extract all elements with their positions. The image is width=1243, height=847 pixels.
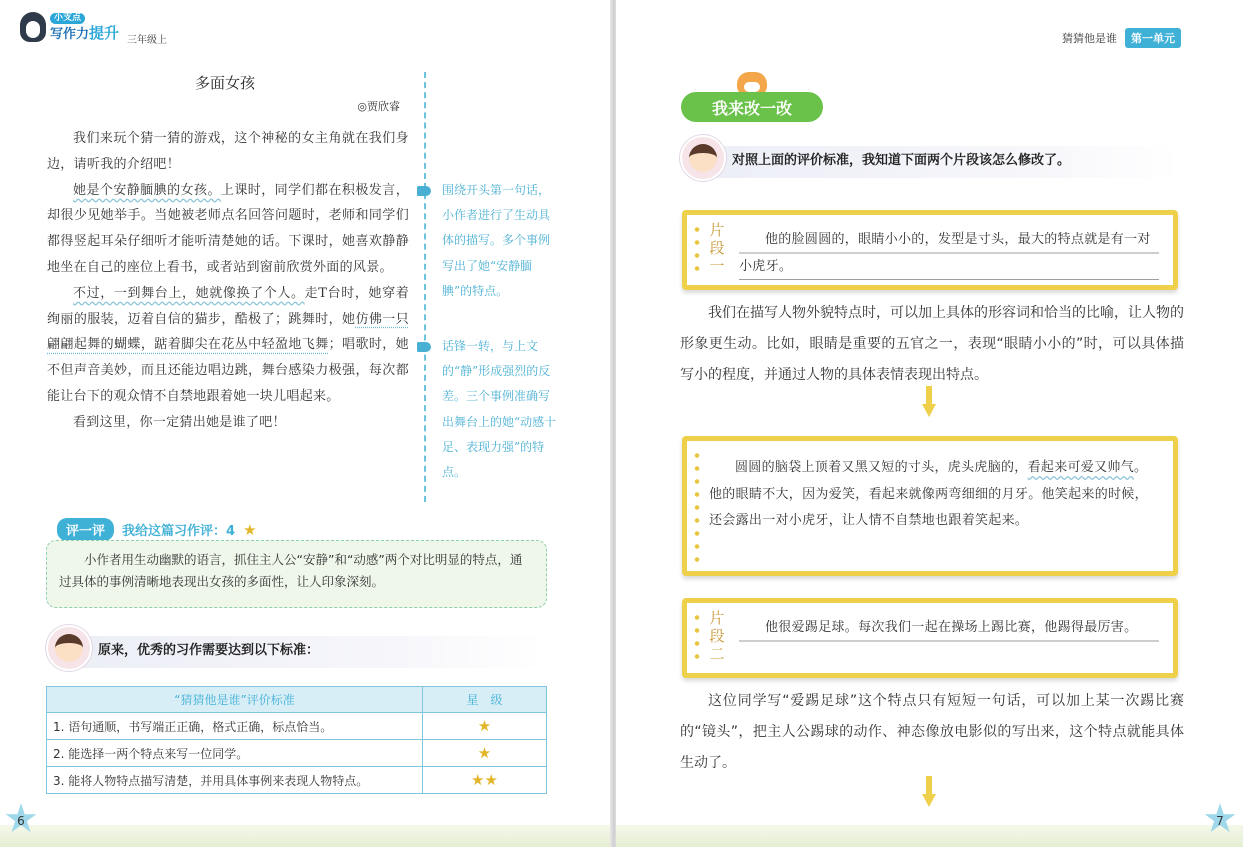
speech-bubble: [680, 138, 1180, 178]
penguin-icon: [20, 12, 46, 42]
grass-decoration: [0, 825, 612, 847]
rating-header: 星 级: [423, 687, 547, 713]
star-rating-icon: ★: [423, 740, 547, 767]
brand-logo: [20, 12, 119, 42]
annotation-divider: [424, 72, 426, 502]
ring-binding: [694, 611, 700, 665]
fragment-label: 片段一: [709, 221, 725, 275]
page-header: [1062, 28, 1181, 48]
marker-icon: [417, 342, 431, 352]
down-arrow-icon: [922, 386, 936, 418]
ring-binding: [694, 223, 700, 277]
fragment-one-card: [682, 210, 1178, 290]
right-page: [616, 0, 1243, 847]
essay-paragraph: 看到这里，你一定猜出她是谁了吧！: [73, 414, 286, 430]
section-title: 我来改一改: [681, 92, 823, 122]
essay-author: ◎贾欣睿: [357, 100, 400, 113]
essay-title: 多面女孩: [194, 74, 255, 92]
girl-avatar-icon: [680, 135, 726, 181]
left-page: [0, 0, 612, 847]
explanation-paragraph: 我们在描写人物外貌特点时，可以加上具体的形容词和恰当的比喻，让人物的形象更生动。比如，眼睛是重要的五官之一，表现“眼睛小小的”时，可以具体描写小的程度，并通过人物的具体表情表现出特点。: [680, 305, 1184, 383]
marker-icon: [417, 186, 431, 196]
criteria-cell: 2. 能选择一两个特点来写一位同学。: [47, 740, 423, 767]
annotation-note: 话锋一转，与上文的“静”形成强烈的反差。三个事例准确写出舞台上的她“动感十足、表现力强”的特点。: [442, 339, 557, 480]
essay-paragraph: 我们来玩个猜一猜的游戏，这个神秘的女主角就在我们身边，请听我的介绍吧！: [47, 131, 409, 172]
table-row: [47, 713, 547, 740]
essay-paragraph: 不过，一到舞台上，她就像换了个人。走T台时，她穿着绚丽的服装，迈着自信的猫步，酷极了；跳舞时，她仿佛一只翩翩起舞的蝴蝶，踮着脚尖在花丛中轻盈地飞舞；唱歌时，她不但声音美妙，而且还能边唱边跳，舞台感染力极强，每次都能让台下的观众情不自禁地跟着她一块儿唱起来。: [47, 285, 410, 404]
key-sentence: 不过，一到舞台上，她就像换了个人。: [73, 285, 305, 301]
brand-main: 写作力提升: [50, 24, 120, 42]
evaluation-badge: 评一评: [57, 518, 114, 541]
key-sentence: 看起来可爱又帅气: [1027, 460, 1135, 475]
star-rating-icon: ★: [423, 713, 547, 740]
grade-label: 三年级上: [127, 35, 167, 46]
brand-small: 小支点: [50, 13, 85, 24]
fragment-text: 他很爱踢足球。每次我们一起在操场上踢比赛，他踢得最厉害。: [739, 615, 1159, 642]
evaluation-comment: 小作者用生动幽默的语言，抓住主人公“安静”和“动感”两个对比明显的特点，通过具体的事例清晰地表现出女孩的多面性，让人印象深刻。: [46, 540, 547, 608]
bubble-text: 对照上面的评价标准，我知道下面两个片段该怎么修改了。: [732, 152, 1071, 168]
evaluation-title: 我给这篇习作评：4: [122, 524, 236, 539]
girl-avatar-icon: [46, 625, 92, 671]
annotation-note: 围绕开头第一句话，小作者进行了生动具体的描写。多个事例写出了她“安静腼腆”的特点。: [442, 183, 551, 298]
ring-binding: [694, 449, 700, 563]
fragment-label: 片段二: [709, 609, 725, 663]
speech-bubble: [46, 628, 546, 668]
table-row: [47, 767, 547, 794]
bubble-text: 原来，优秀的习作需要达到以下标准：: [98, 642, 320, 658]
page-number: ★ 6: [4, 805, 38, 837]
evaluation-header: [57, 518, 257, 541]
unit-badge: 第一单元: [1125, 28, 1181, 48]
explanation-paragraph: 这位同学写“爱踢足球”这个特点只有短短一句话，可以加上某一次踢比赛的“镜头”，把主人公踢球的动作、神态像放电影似的写出来，这个特点就能具体生动了。: [680, 693, 1184, 771]
lesson-title: 猜猜他是谁: [1062, 32, 1117, 45]
key-sentence: 她是个安静腼腆的女孩。: [73, 182, 221, 198]
table-row: [47, 740, 547, 767]
revised-text: 圆圆的脑袋上顶着又黑又短的寸头，虎头虎脑的，看起来可爱又帅气。他的眼睛不大，因为爱笑，看起来就像两弯细细的月牙。他笑起来的时候，还会露出一对小虎牙，让人情不自禁地也跟着笑起来。: [709, 460, 1148, 528]
criteria-cell: 1. 语句通顺，书写端正正确，格式正确，标点恰当。: [47, 713, 423, 740]
essay-paragraph: 她是个安静腼腆的女孩。上课时，同学们都在积极发言，却很少见她举手。当她被老师点名回答问题时，老师和同学们都得竖起耳朵仔细听才能听清楚她的话。下课时，她喜欢静静地坐在自己的座位上看书，或者站到窗前欣赏外面的风景。: [47, 182, 409, 275]
star-rating-icon: ★★: [423, 767, 547, 794]
fragment-text: 他的脸圆圆的，眼睛小小的，发型是寸头，最大的特点就是有一对小虎牙。: [739, 227, 1159, 280]
page-number: ★ 7: [1203, 805, 1237, 837]
criteria-header: “猜猜他是谁”评价标准: [47, 687, 423, 713]
criteria-cell: 3. 能将人物特点描写清楚，并用具体事例来表现人物特点。: [47, 767, 423, 794]
down-arrow-icon: [922, 776, 936, 808]
grass-decoration: [616, 825, 1243, 847]
revised-fragment-card: [682, 436, 1178, 576]
star-icon: ★: [243, 520, 257, 539]
fragment-two-card: [682, 598, 1178, 678]
essay-body: [47, 126, 409, 436]
criteria-table: [46, 686, 547, 794]
highlight-phrase: 仿佛一只翩翩起舞的蝴蝶，踮着脚尖在花丛中轻盈地飞舞: [47, 311, 410, 353]
